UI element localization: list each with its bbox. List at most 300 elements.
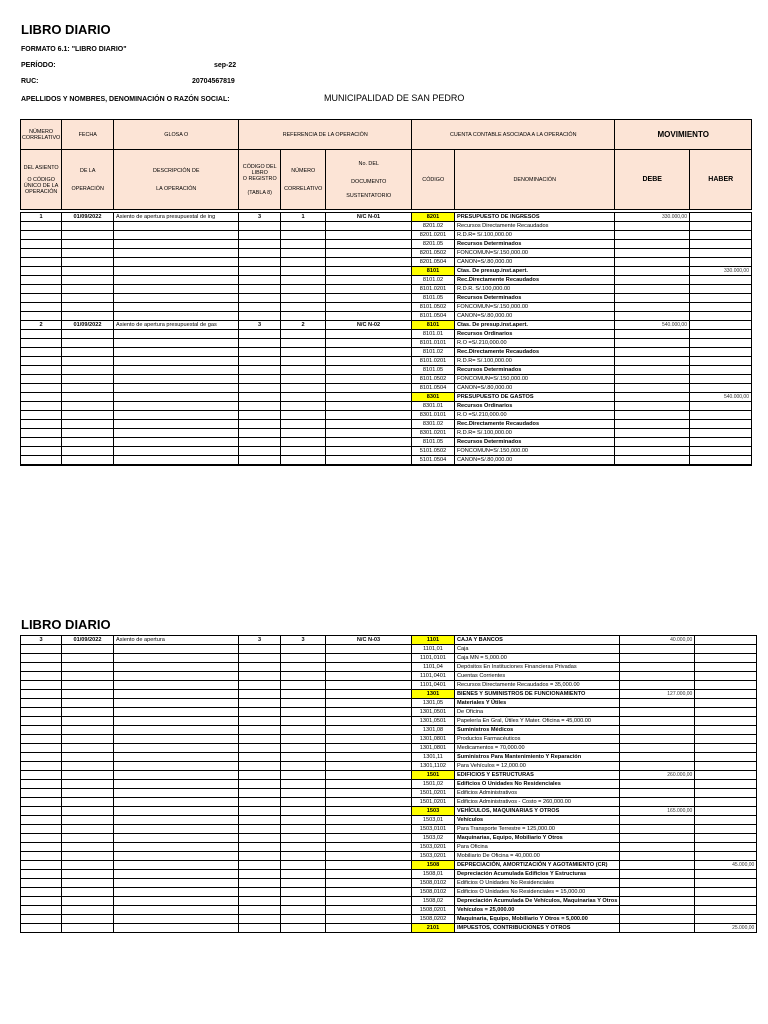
book-code-cell [239, 456, 281, 466]
debit-cell [620, 834, 695, 843]
account-name-cell: Edificios O Unidades No Residenciales [455, 780, 620, 789]
correlative-cell [281, 393, 326, 402]
document-cell [326, 789, 412, 798]
debit-cell [620, 861, 695, 870]
description-cell [114, 384, 239, 393]
correlative-cell [281, 294, 326, 303]
book-code-cell [239, 888, 281, 897]
table-row [21, 861, 757, 870]
credit-cell [690, 384, 752, 393]
document-cell: N/C N-01 [326, 213, 412, 222]
document-cell [326, 735, 412, 744]
table-row [21, 906, 757, 915]
book-code-cell [239, 708, 281, 717]
account-name-cell: Papelería En Gral, Útiles Y Mater. Oficina = 45,000.00 [455, 717, 620, 726]
credit-cell [690, 258, 752, 267]
debit-cell [615, 330, 690, 339]
correlative-cell [281, 366, 326, 375]
description-cell [114, 906, 239, 915]
book-code-cell [239, 924, 281, 933]
entry-number-cell [21, 681, 62, 690]
credit-cell [690, 411, 752, 420]
table-row [21, 420, 752, 429]
description-cell [114, 447, 239, 456]
book-code-cell [239, 672, 281, 681]
ruc-value: 20704567819 [192, 78, 235, 85]
description-cell [114, 411, 239, 420]
date-cell [62, 825, 114, 834]
account-name-cell: Edificios O Unidades No Residenciales = 15,000.00 [455, 888, 620, 897]
entry-number-cell [21, 429, 62, 438]
correlative-cell [281, 672, 326, 681]
entry-number-cell [21, 267, 62, 276]
book-code-cell [239, 789, 281, 798]
entry-number-cell [21, 852, 62, 861]
entry-number-cell [21, 312, 62, 321]
description-cell [114, 330, 239, 339]
debit-cell [615, 384, 690, 393]
account-code-cell: 8301.0101 [412, 411, 455, 420]
debit-cell [620, 717, 695, 726]
book-code-cell [239, 231, 281, 240]
document-cell [326, 717, 412, 726]
date-cell [62, 654, 114, 663]
correlative-cell [281, 411, 326, 420]
document-cell [326, 312, 412, 321]
debit-cell [620, 852, 695, 861]
debit-cell [620, 915, 695, 924]
page-title-1: LIBRO DIARIO [21, 22, 111, 37]
table-row [21, 780, 757, 789]
debit-cell [620, 897, 695, 906]
book-code-cell [239, 852, 281, 861]
entry-number-cell [21, 843, 62, 852]
debit-cell [615, 249, 690, 258]
date-cell [62, 726, 114, 735]
account-name-cell: EDIFICIOS Y ESTRUCTURAS [455, 771, 620, 780]
correlative-cell [281, 402, 326, 411]
entry-number-cell [21, 294, 62, 303]
entry-number-cell [21, 303, 62, 312]
account-code-cell: 8201.0201 [412, 231, 455, 240]
account-code-cell: 8101.02 [412, 276, 455, 285]
account-code-cell: 1301,0801 [412, 735, 455, 744]
hdr-del-asiento-text: DEL ASIENTO [23, 164, 59, 171]
account-code-cell: 1301 [412, 690, 455, 699]
debit-cell [620, 816, 695, 825]
hdr-denominacion: DENOMINACIÓN [455, 150, 615, 210]
account-name-cell: FONCOMUN=S/.150,000.00 [455, 249, 615, 258]
description-cell [114, 438, 239, 447]
table-row [21, 267, 752, 276]
correlative-cell [281, 906, 326, 915]
description-cell [114, 744, 239, 753]
account-name-cell: Edificios Administrativos [455, 789, 620, 798]
account-name-cell: De Oficina [455, 708, 620, 717]
description-cell [114, 789, 239, 798]
correlative-cell [281, 888, 326, 897]
debit-cell [615, 231, 690, 240]
account-name-cell: Caja [455, 645, 620, 654]
description-cell [114, 294, 239, 303]
table-row [21, 717, 757, 726]
debit-cell [620, 681, 695, 690]
date-cell [62, 348, 114, 357]
document-cell [326, 915, 412, 924]
description-cell [114, 753, 239, 762]
credit-cell [695, 753, 757, 762]
date-cell [62, 357, 114, 366]
account-code-cell: 1101,0101 [412, 654, 455, 663]
table-row [21, 321, 752, 330]
correlative-cell [281, 744, 326, 753]
account-code-cell: 1501,02 [412, 780, 455, 789]
account-code-cell: 1301,11 [412, 753, 455, 762]
description-cell [114, 645, 239, 654]
entry-number-cell [21, 447, 62, 456]
account-code-cell: 8101.0101 [412, 339, 455, 348]
document-cell [326, 834, 412, 843]
book-code-cell [239, 879, 281, 888]
credit-cell [690, 402, 752, 411]
date-cell [62, 672, 114, 681]
debit-cell [620, 879, 695, 888]
book-code-cell [239, 834, 281, 843]
account-name-cell: Materiales Y Útiles [455, 699, 620, 708]
correlative-cell [281, 870, 326, 879]
correlative-cell [281, 231, 326, 240]
account-name-cell: Rec.Directamente Recaudados [455, 348, 615, 357]
account-code-cell: 8301.01 [412, 402, 455, 411]
credit-cell [690, 330, 752, 339]
account-name-cell: Rec.Directamente Recaudados [455, 276, 615, 285]
account-code-cell: 8301 [412, 393, 455, 402]
book-code-cell [239, 780, 281, 789]
document-cell [326, 690, 412, 699]
date-cell [62, 384, 114, 393]
debit-cell: 330.000,00 [615, 213, 690, 222]
account-name-cell: Depreciación Acumulada Edificios Y Estructuras [455, 870, 620, 879]
correlative-cell [281, 879, 326, 888]
document-cell [326, 699, 412, 708]
book-code-cell [239, 735, 281, 744]
debit-cell [620, 870, 695, 879]
credit-cell [695, 888, 757, 897]
credit-cell [695, 654, 757, 663]
account-code-cell: 1301,0501 [412, 717, 455, 726]
document-cell [326, 654, 412, 663]
correlative-cell [281, 240, 326, 249]
description-cell [114, 258, 239, 267]
hdr-correlativo: CORRELATIVO [284, 185, 323, 192]
table-row [21, 789, 757, 798]
account-code-cell: 8101.05 [412, 438, 455, 447]
debit-cell [620, 843, 695, 852]
book-code-cell [239, 330, 281, 339]
document-cell [326, 897, 412, 906]
credit-cell [695, 681, 757, 690]
correlative-cell [281, 861, 326, 870]
entry-number-cell [21, 231, 62, 240]
debit-cell [615, 402, 690, 411]
account-name-cell: Vehículos [455, 816, 620, 825]
document-cell [326, 240, 412, 249]
table-row [21, 888, 757, 897]
correlative-cell [281, 753, 326, 762]
account-code-cell: 1508,01 [412, 870, 455, 879]
account-name-cell: Edificios Administrativos - Costo = 260,000.00 [455, 798, 620, 807]
account-name-cell: CANON=S/.80,000.00 [455, 384, 615, 393]
book-code-cell [239, 699, 281, 708]
correlative-cell [281, 816, 326, 825]
correlative-cell [281, 852, 326, 861]
description-cell [114, 375, 239, 384]
debit-cell [615, 339, 690, 348]
description-cell [114, 762, 239, 771]
hdr-no-del [326, 150, 412, 210]
entry-number-cell [21, 285, 62, 294]
document-cell [326, 285, 412, 294]
account-code-cell: 1301,05 [412, 699, 455, 708]
document-cell [326, 420, 412, 429]
hdr-numero-text: NÚMERO [291, 167, 316, 174]
date-cell [62, 744, 114, 753]
table-row [21, 690, 757, 699]
account-code-cell: 8201.0502 [412, 249, 455, 258]
hdr-numero [281, 150, 326, 210]
book-code-cell [239, 726, 281, 735]
document-cell [326, 825, 412, 834]
date-cell [62, 699, 114, 708]
page-title-2: LIBRO DIARIO [21, 617, 111, 632]
document-cell [326, 429, 412, 438]
entry-number-cell [21, 879, 62, 888]
entry-number-cell [21, 357, 62, 366]
hdr-referencia: REFERENCIA DE LA OPERACIÓN [239, 120, 412, 150]
document-cell [326, 249, 412, 258]
document-cell [326, 888, 412, 897]
credit-cell [690, 231, 752, 240]
entry-number-cell [21, 411, 62, 420]
document-cell [326, 294, 412, 303]
description-cell: Asiento de apertura [114, 636, 239, 645]
document-cell [326, 411, 412, 420]
correlative-cell [281, 249, 326, 258]
account-name-cell: DEPRECIACIÓN, AMORTIZACIÓN Y AGOTAMIENTO (CR) [455, 861, 620, 870]
account-name-cell: Maquinaria, Equipo, Mobiliario Y Otros = 5,000.00 [455, 915, 620, 924]
date-cell [62, 834, 114, 843]
account-code-cell: 8101 [412, 267, 455, 276]
account-name-cell: FONCOMUN=S/.150,000.00 [455, 303, 615, 312]
document-cell [326, 267, 412, 276]
account-code-cell: 8101.0504 [412, 384, 455, 393]
date-cell [62, 708, 114, 717]
description-cell [114, 897, 239, 906]
account-name-cell: Recursos Determinados [455, 366, 615, 375]
document-cell: N/C N-02 [326, 321, 412, 330]
entry-number-cell [21, 438, 62, 447]
table-row [21, 744, 757, 753]
document-cell [326, 645, 412, 654]
account-code-cell: 1101,0401 [412, 681, 455, 690]
account-name-cell: Depreciación Acumulada De Vehículos, Maquinarias Y Otros [455, 897, 620, 906]
description-cell [114, 852, 239, 861]
entry-number-cell [21, 717, 62, 726]
date-cell [62, 249, 114, 258]
entry-number-cell: 2 [21, 321, 62, 330]
book-code-cell [239, 807, 281, 816]
credit-cell: 540.000,00 [690, 393, 752, 402]
credit-cell [690, 213, 752, 222]
table-row [21, 807, 757, 816]
account-code-cell: 8201 [412, 213, 455, 222]
date-cell [62, 771, 114, 780]
hdr-la-operacion: LA OPERACIÓN [156, 185, 197, 192]
document-cell [326, 663, 412, 672]
credit-cell: 330.000,00 [690, 267, 752, 276]
entry-number-cell [21, 897, 62, 906]
document-cell [326, 258, 412, 267]
credit-cell [695, 852, 757, 861]
debit-cell [620, 789, 695, 798]
book-code-cell [239, 816, 281, 825]
table-row [21, 645, 757, 654]
credit-cell [690, 357, 752, 366]
account-name-cell: PRESUPUESTO DE INGRESOS [455, 213, 615, 222]
entry-number-cell: 1 [21, 213, 62, 222]
credit-cell [695, 735, 757, 744]
table-row [21, 870, 757, 879]
table-row [21, 915, 757, 924]
table-row [21, 249, 752, 258]
book-code-cell [239, 339, 281, 348]
credit-cell [695, 834, 757, 843]
entry-number-cell [21, 870, 62, 879]
document-cell [326, 276, 412, 285]
account-name-cell: Recursos Ordinarios [455, 402, 615, 411]
entry-number-cell [21, 339, 62, 348]
entry-number-cell: 3 [21, 636, 62, 645]
account-code-cell: 1508,0102 [412, 888, 455, 897]
table-row [21, 303, 752, 312]
table-row [21, 654, 757, 663]
account-name-cell: R.D.R= S/.100,000.00 [455, 357, 615, 366]
description-cell [114, 231, 239, 240]
account-code-cell: 5101.0502 [412, 447, 455, 456]
date-cell [62, 294, 114, 303]
hdr-de-la-text: DE LA [79, 167, 96, 174]
account-code-cell: 8101.0201 [412, 357, 455, 366]
date-cell [62, 393, 114, 402]
account-name-cell: VEHÍCULOS, MAQUINARIAS Y OTROS [455, 807, 620, 816]
book-code-cell [239, 393, 281, 402]
entry-number-cell [21, 276, 62, 285]
correlative-cell [281, 285, 326, 294]
credit-cell [695, 780, 757, 789]
document-cell [326, 438, 412, 447]
account-name-cell: CANON=S/.80,000.00 [455, 312, 615, 321]
account-name-cell: R.D.R. S/.100,000.00 [455, 285, 615, 294]
table-row [21, 285, 752, 294]
table-row [21, 753, 757, 762]
debit-cell [620, 672, 695, 681]
account-code-cell: 1503,02 [412, 834, 455, 843]
hdr-debe: DEBE [615, 150, 690, 210]
correlative-cell [281, 726, 326, 735]
credit-cell [695, 771, 757, 780]
correlative-cell [281, 645, 326, 654]
debit-cell [615, 222, 690, 231]
periodo-value: sep-22 [214, 62, 237, 69]
credit-cell [695, 816, 757, 825]
book-code-cell [239, 663, 281, 672]
book-code-cell [239, 294, 281, 303]
entry-number-cell [21, 753, 62, 762]
credit-cell [695, 708, 757, 717]
description-cell [114, 798, 239, 807]
book-code-cell [239, 825, 281, 834]
description-cell [114, 771, 239, 780]
account-code-cell: 8101.0502 [412, 303, 455, 312]
date-cell [62, 852, 114, 861]
description-cell [114, 708, 239, 717]
hdr-movimiento: MOVIMIENTO [615, 120, 752, 150]
correlative-cell [281, 717, 326, 726]
description-cell [114, 825, 239, 834]
debit-cell [615, 375, 690, 384]
book-code-cell [239, 861, 281, 870]
debit-cell [620, 798, 695, 807]
date-cell [62, 663, 114, 672]
correlative-cell [281, 789, 326, 798]
correlative-cell [281, 663, 326, 672]
debit-cell [615, 411, 690, 420]
correlative-cell [281, 843, 326, 852]
table-row [21, 348, 752, 357]
date-cell: 01/09/2022 [62, 213, 114, 222]
debit-cell [615, 366, 690, 375]
account-name-cell: Recursos Determinados [455, 438, 615, 447]
account-name-cell: Recursos Directamente Recaudados [455, 222, 615, 231]
book-code-cell [239, 375, 281, 384]
book-code-cell [239, 303, 281, 312]
account-name-cell: CANON=S/.80,000.00 [455, 456, 615, 466]
document-cell [326, 348, 412, 357]
book-code-cell [239, 240, 281, 249]
account-name-cell: Recursos Directamente Recaudados = 35,000.00 [455, 681, 620, 690]
debit-cell [620, 906, 695, 915]
correlative-cell [281, 438, 326, 447]
account-code-cell: 1501,0201 [412, 798, 455, 807]
description-cell [114, 843, 239, 852]
table-row [21, 240, 752, 249]
credit-cell [695, 726, 757, 735]
account-code-cell: 1101,04 [412, 663, 455, 672]
account-name-cell: CANON=S/.80,000.00 [455, 258, 615, 267]
correlative-cell [281, 276, 326, 285]
debit-cell [620, 663, 695, 672]
account-code-cell: 1101 [412, 636, 455, 645]
account-name-cell: CAJA Y BANCOS [455, 636, 620, 645]
account-name-cell: FONCOMUN=S/.150,000.00 [455, 447, 615, 456]
debit-cell: 165.000,00 [620, 807, 695, 816]
table-row [21, 339, 752, 348]
document-cell [326, 357, 412, 366]
description-cell [114, 663, 239, 672]
table-row [21, 699, 757, 708]
entry-number-cell [21, 420, 62, 429]
account-name-cell: PRESUPUESTO DE GASTOS [455, 393, 615, 402]
